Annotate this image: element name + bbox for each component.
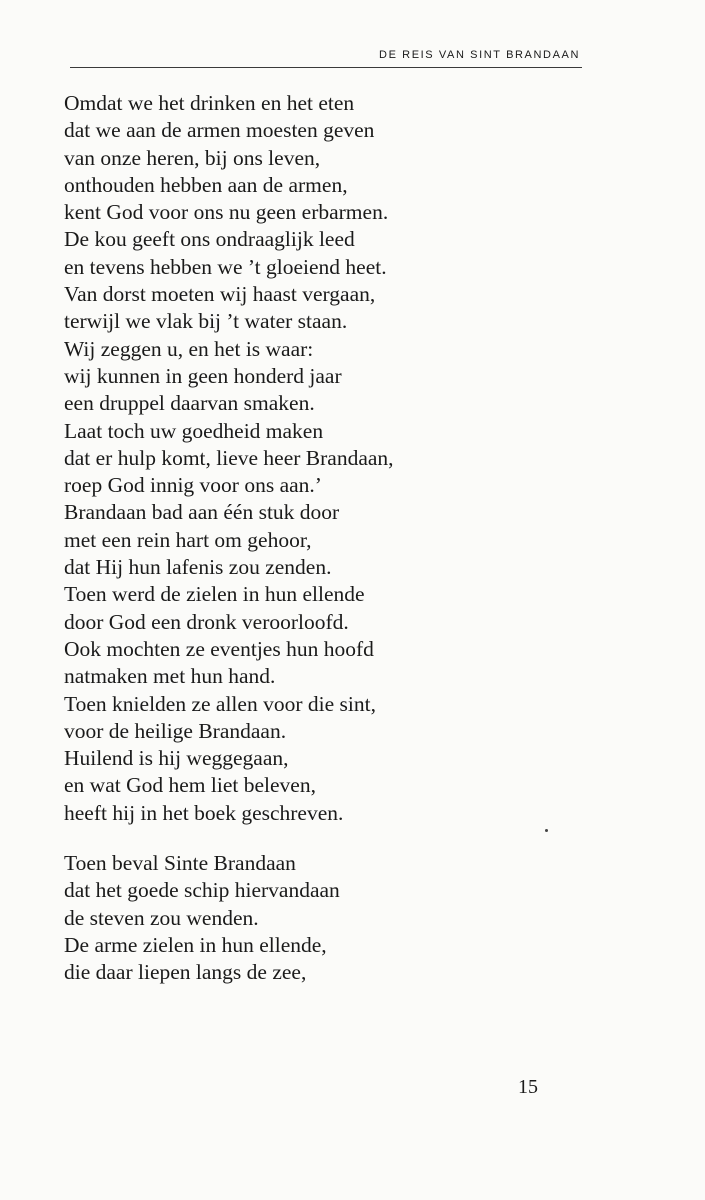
verse-line: Toen beval Sinte Brandaan bbox=[64, 851, 296, 876]
verse-line: door God een dronk veroorloofd. bbox=[64, 609, 349, 634]
verse-line: Toen knielden ze allen voor die sint, bbox=[64, 691, 376, 716]
verse-line: Laat toch uw goedheid maken bbox=[64, 418, 324, 443]
verse-line: voor de heilige Brandaan. bbox=[64, 718, 287, 743]
print-speck bbox=[545, 829, 548, 832]
verse-line: heeft hij in het boek geschreven. bbox=[64, 800, 344, 825]
verse-line: Wij zeggen u, en het is waar: bbox=[64, 336, 314, 361]
verse-line: wij kunnen in geen honderd jaar bbox=[64, 363, 342, 388]
verse-line: van onze heren, bij ons leven, bbox=[64, 145, 321, 170]
verse-line: en wat God hem liet beleven, bbox=[64, 773, 316, 798]
verse-line: Van dorst moeten wij haast vergaan, bbox=[64, 282, 376, 307]
stanza-2 bbox=[64, 850, 604, 986]
verse-line: De kou geeft ons ondraaglijk leed bbox=[64, 227, 355, 252]
verse-line: De arme zielen in hun ellende, bbox=[64, 932, 327, 957]
verse-line: natmaken met hun hand. bbox=[64, 664, 276, 689]
verse-line: met een rein hart om gehoor, bbox=[64, 527, 312, 552]
verse-line: Huilend is hij weggegaan, bbox=[64, 746, 289, 771]
verse-line: de steven zou wenden. bbox=[64, 905, 259, 930]
verse-line: en tevens hebben we ’t gloeiend heet. bbox=[64, 254, 387, 279]
stanza-1 bbox=[64, 90, 604, 827]
verse-line: kent God voor ons nu geen erbarmen. bbox=[64, 200, 389, 225]
verse-line: dat het goede schip hiervandaan bbox=[64, 878, 340, 903]
verse-line: onthouden hebben aan de armen, bbox=[64, 172, 348, 197]
running-head-title: DE REIS VAN SINT BRANDAAN bbox=[379, 49, 580, 61]
verse-line: Omdat we het drinken en het eten bbox=[64, 91, 355, 115]
verse-line: dat er hulp komt, lieve heer Brandaan, bbox=[64, 445, 394, 470]
verse-line: dat Hij hun lafenis zou zenden. bbox=[64, 555, 332, 580]
verse-line: een druppel daarvan smaken. bbox=[64, 391, 315, 416]
page-number: 15 bbox=[518, 1076, 538, 1098]
poem-text bbox=[64, 90, 604, 987]
verse-line: dat we aan de armen moesten geven bbox=[64, 118, 375, 143]
verse-line: roep God innig voor ons aan.’ bbox=[64, 473, 322, 498]
verse-line: terwijl we vlak bij ’t water staan. bbox=[64, 309, 348, 334]
running-head bbox=[70, 46, 582, 68]
verse-line: die daar liepen langs de zee, bbox=[64, 960, 307, 985]
verse-line: Toen werd de zielen in hun ellende bbox=[64, 582, 365, 607]
verse-line: Brandaan bad aan één stuk door bbox=[64, 500, 340, 525]
header-rule bbox=[70, 67, 582, 68]
verse-line: Ook mochten ze eventjes hun hoofd bbox=[64, 636, 374, 661]
